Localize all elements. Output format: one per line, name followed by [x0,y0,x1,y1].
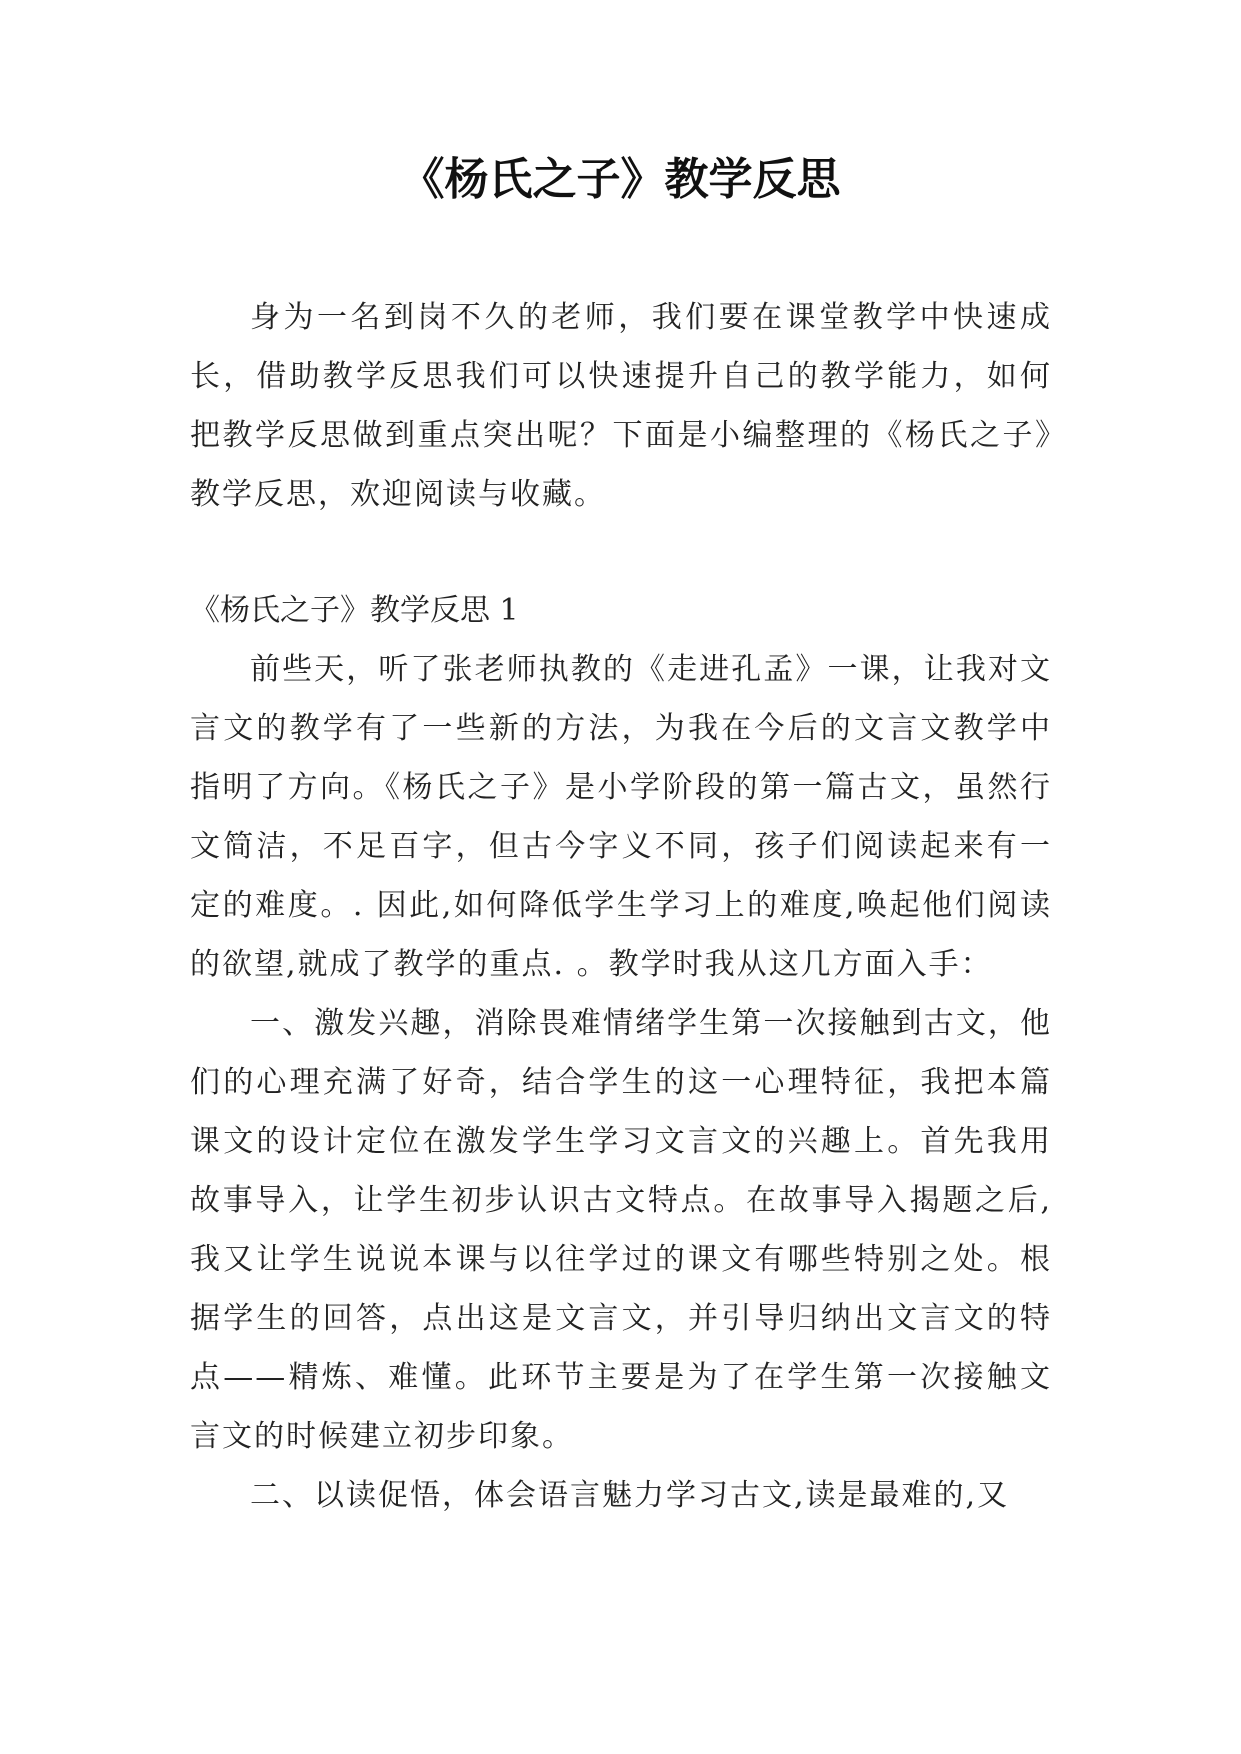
document-body [190,288,1052,1525]
document-title: 《杨氏之子》教学反思 [400,154,841,205]
body-paragraph: 一、激发兴趣，消除畏难情绪学生第一次接触到古文，他们的心理充满了好奇，结合学生的这一心理特征，我把本篇课文的设计定位在激发学生学习文言文的兴趣上。首先我用故事导入，让学生初步认识古文特点。在故事导入揭题之后,我又让学生说说本课与以往学过的课文有哪些特别之处。根据学生的回答，点出这是文言文，并引导归纳出文言文的特点——精炼、难懂。此环节主要是为了在学生第一次接触文言文的时候建立初步印象。 [190,1006,1052,1454]
body-paragraph: 二、以读促悟，体会语言魅力学习古文,读是最难的,又 [250,1478,1010,1513]
body-paragraph: 前些天，听了张老师执教的《走进孔孟》一课，让我对文言文的教学有了一些新的方法，为我在今后的文言文教学中指明了方向。《杨氏之子》是小学阶段的第一篇古文，虽然行文简洁，不足百字，但古今字义不同，孩子们阅读起来有一定的难度。. 因此,如何降低学生学习上的难度,唤起他们阅读的欲望,就成了教学的重点. 。教学时我从这几方面入手： [190,652,1052,982]
section-heading: 《杨氏之子》教学反思 1 [190,593,519,628]
intro-paragraph: 身为一名到岗不久的老师，我们要在课堂教学中快速成长，借助教学反思我们可以快速提升自己的教学能力，如何把教学反思做到重点突出呢？下面是小编整理的《杨氏之子》教学反思，欢迎阅读与收藏。 [190,300,1052,512]
